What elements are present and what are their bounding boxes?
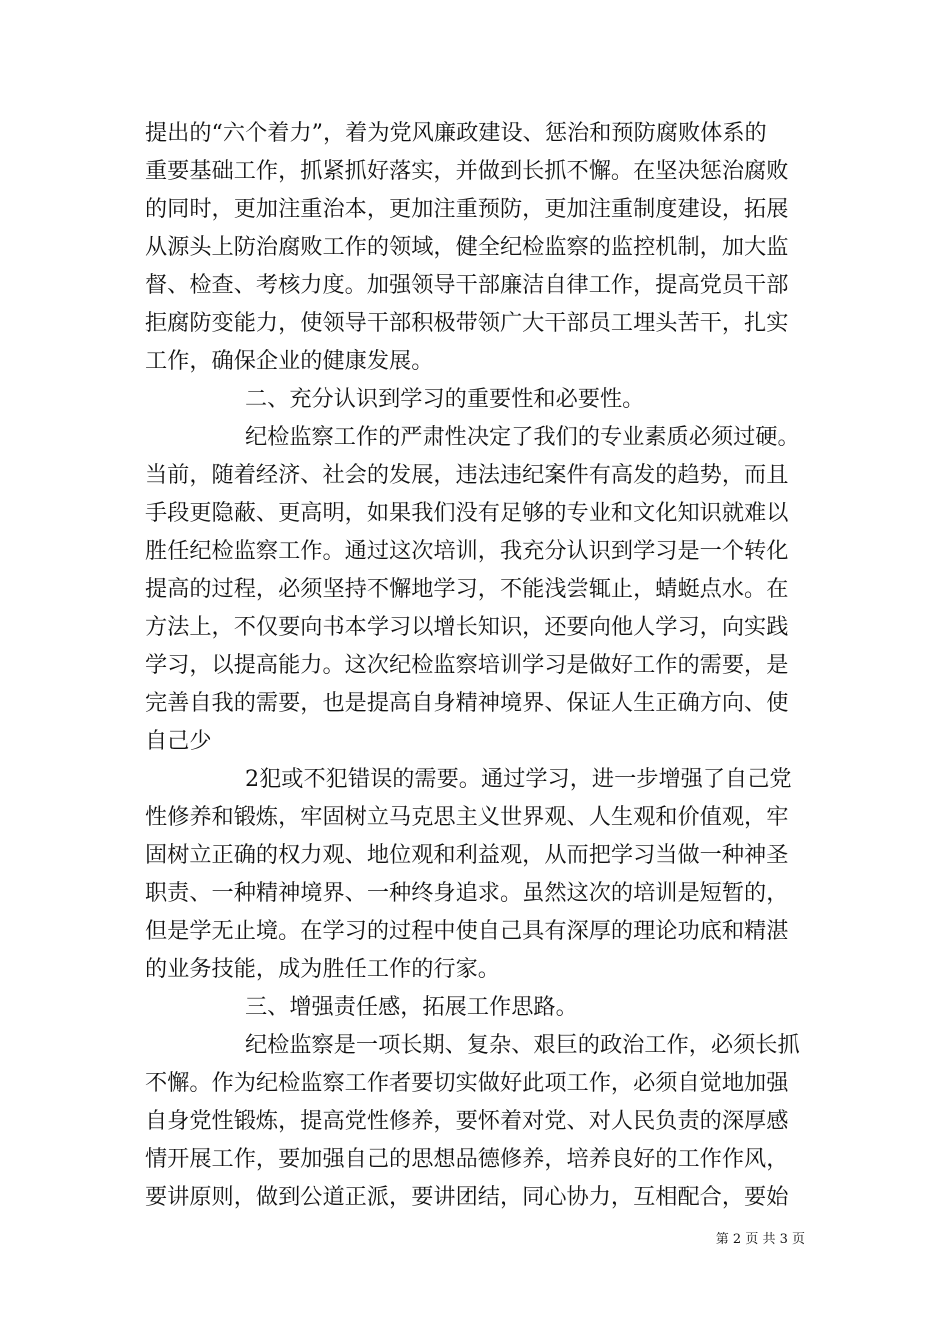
text-line: 方法上，不仅要向书本学习以增长知识，还要向他人学习，向实践 <box>145 614 789 640</box>
text-line: 提出的“六个着力”，着为党风廉政建设、惩治和预防腐败体系的 <box>145 120 767 146</box>
text-line: 完善自我的需要，也是提高自身精神境界、保证人生正确方向、使 <box>145 690 789 716</box>
text-line: 2犯或不犯错误的需要。通过学习，进一步增强了自己党 <box>245 766 792 792</box>
text-line: 学习，以提高能力。这次纪检监察培训学习是做好工作的需要，是 <box>145 652 789 678</box>
text-line: 但是学无止境。在学习的过程中使自己具有深厚的理论功底和精湛 <box>145 918 789 944</box>
text-line: 纪检监察是一项长期、复杂、艰巨的政治工作，必须长抓 <box>245 1032 800 1058</box>
text-line: 工作，确保企业的健康发展。 <box>145 348 434 374</box>
text-line: 的同时，更加注重治本，更加注重预防，更加注重制度建设，拓展 <box>145 196 789 222</box>
text-line: 自身党性锻炼，提高党性修养，要怀着对党、对人民负责的深厚感 <box>145 1108 789 1134</box>
text-line: 督、检查、考核力度。加强领导干部廉洁自律工作，提高党员干部 <box>145 272 789 298</box>
page-number: 第 2 页 共 3 页 <box>715 1232 805 1247</box>
text-line: 固树立正确的权力观、地位观和利益观，从而把学习当做一种神圣 <box>145 842 789 868</box>
text-line: 当前，随着经济、社会的发展，违法违纪案件有高发的趋势，而且 <box>145 462 789 488</box>
text-line: 胜任纪检监察工作。通过这次培训，我充分认识到学习是一个转化 <box>145 538 789 564</box>
text-line: 拒腐防变能力，使领导干部积极带领广大干部员工埋头苦干，扎实 <box>145 310 789 336</box>
text-line: 的业务技能，成为胜任工作的行家。 <box>145 956 500 982</box>
text-line: 职责、一种精神境界、一种终身追求。虽然这次的培训是短暂的， <box>145 880 789 906</box>
section-heading: 二、充分认识到学习的重要性和必要性。 <box>245 386 645 412</box>
text-line: 纪检监察工作的严肃性决定了我们的专业素质必须过硬。 <box>245 424 800 450</box>
text-line: 提高的过程，必须坚持不懈地学习，不能浅尝辄止，蜻蜓点水。在 <box>145 576 789 602</box>
text-line: 要讲原则，做到公道正派，要讲团结，同心协力，互相配合，要始 <box>145 1184 789 1210</box>
text-line: 情开展工作，要加强自己的思想品德修养，培养良好的工作作风， <box>145 1146 789 1172</box>
text-line: 不懈。作为纪检监察工作者要切实做好此项工作，必须自觉地加强 <box>145 1070 789 1096</box>
text-line: 性修养和锻炼，牢固树立马克思主义世界观、人生观和价值观，牢 <box>145 804 789 830</box>
text-line: 重要基础工作，抓紧抓好落实，并做到长抓不懈。在坚决惩治腐败 <box>145 158 789 184</box>
text-line: 从源头上防治腐败工作的领域，健全纪检监察的监控机制，加大监 <box>145 234 789 260</box>
section-heading: 三、增强责任感，拓展工作思路。 <box>245 994 578 1020</box>
text-line: 自己少 <box>145 728 212 754</box>
text-line: 手段更隐蔽、更高明，如果我们没有足够的专业和文化知识就难以 <box>145 500 789 526</box>
